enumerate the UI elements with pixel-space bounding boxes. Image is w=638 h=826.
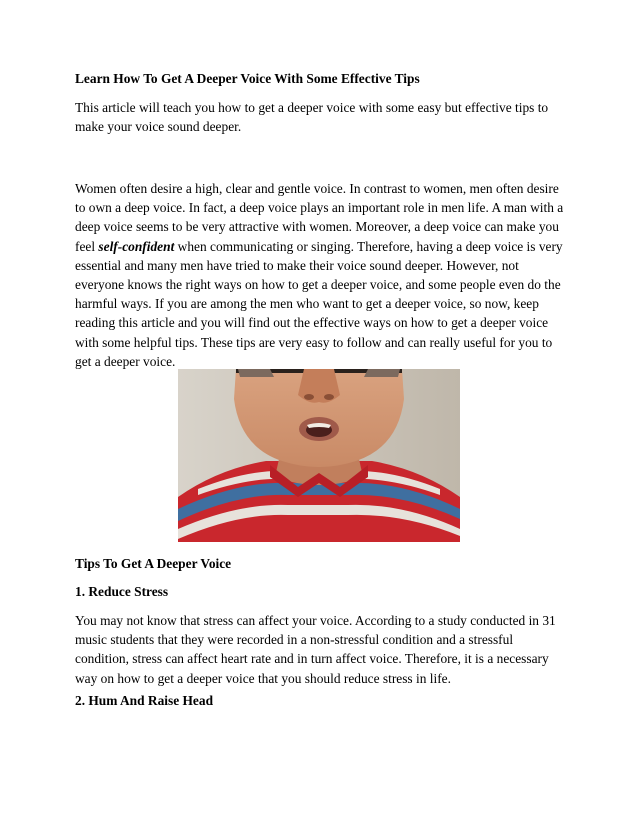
tip-1-body: You may not know that stress can affect your voice. According to a study conducted in 31 music students that they were recorded in a non-stressful condition and a stressful condition, stress can affect heart rate and in turn affect voice. Therefore, it is a necessary way on how to get a deeper voice that you should reduce stress in life. — [75, 613, 556, 686]
emphasized-phrase: self-confident — [98, 238, 175, 254]
photo-illustration — [178, 369, 460, 542]
body-text-part2: when communicating or singing. Therefore, having a deep voice is very essential and many men have tried to make their voice sound deeper. However, not everyone knows the right ways on how to get a deeper voice, and some people even do the harmful ways. If you are among the men who want to get a deeper voice, so now, keep reading this article and you will find out the effective ways on how to get a deeper voice with some helpful tips. These tips are very easy to follow and can really useful for you to get a deeper voice. — [75, 238, 563, 369]
article-title: Learn How To Get A Deeper Voice With Some Effective Tips — [75, 71, 420, 86]
tip-2-title: 2. Hum And Raise Head — [75, 693, 214, 708]
body-paragraph — [75, 179, 565, 371]
body-text-part1: Women often desire a high, clear and gentle voice. In contrast to women, men often desire to own a deep voice. In fact, a deep voice plays an important role in men life. A man with a deep voice seems to be very attractive with women. Moreover, a deep voice can make you feel — [75, 181, 564, 254]
tip-1-title: 1. Reduce Stress — [75, 584, 169, 599]
intro-paragraph: This article will teach you how to get a deeper voice with some easy but effective tips to make your voice sound deeper. — [75, 100, 549, 135]
man-speaking-photo — [178, 369, 460, 542]
section-title: Tips To Get A Deeper Voice — [75, 556, 232, 571]
